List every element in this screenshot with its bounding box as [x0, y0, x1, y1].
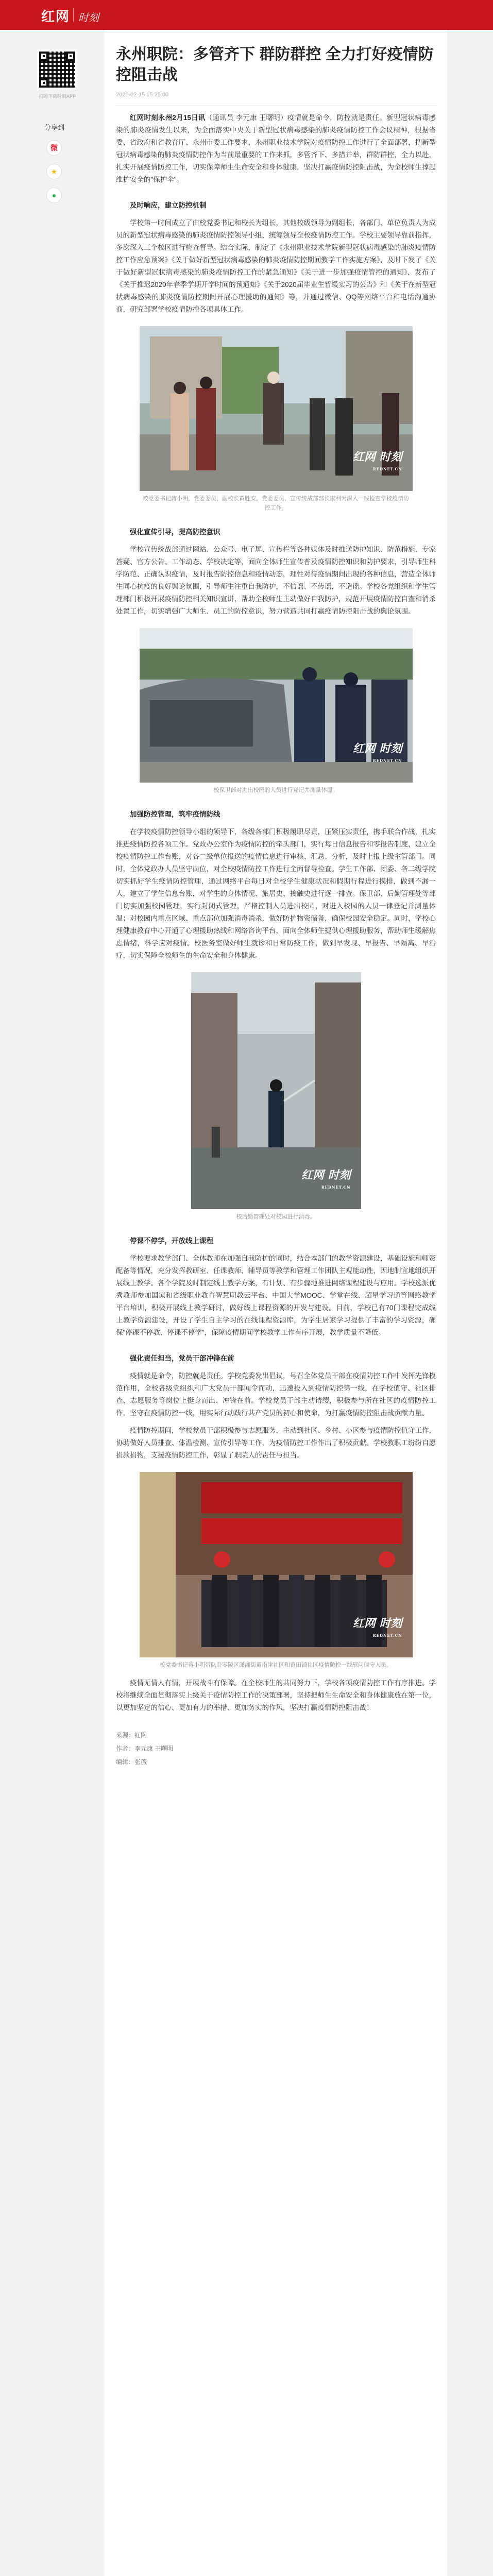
photo-inspection [140, 326, 413, 491]
watermark-logo: 红网 时刻 REDNET.CN [301, 1168, 351, 1190]
intro-text: （通讯员 李元康 王曙明）疫情就是命令，防控就是责任。新型冠状病毒感染的肺炎疫情发生以来，为全面落实中央关于新型冠状病毒感染的肺炎疫情防控工作会议精神，根据省委、省政府和省教育厅、永州市委工作要求，永州职业技术学院对疫情防控工作进行了全面部署，把新型冠状病毒感染的肺炎疫情防控作为当前最重要的工作来抓，多管齐下、多措并举，群防群控，全力以赴，扎实开展疫情防控工作，切实保障师生生命安全和身体健康，坚决打赢疫情防控阻击战，为全校师生撑起维护安全的"保护伞"。 [116, 114, 436, 183]
article [105, 30, 447, 2576]
paragraph: 学校第一时间成立了由校党委书记和校长为组长，其他校级领导为副组长，各部门、单位负责人为成员的新型冠状病毒感染的肺炎疫情防控领导小组，统筹领导全校疫情防控工作。学校主要领导靠前指挥，多次深入三个校区进行检查督导。结合实际，制定了《永州职业技术学院新型冠状病毒感染的肺炎疫情防控工作应急预案》《关于做好新型冠状病毒感染的肺炎疫情防控期间教学工作实施方案》，及时下发了《关于做好新型冠状病毒感染的肺炎疫情防控工作的紧急通知》《关于进一步加强疫情管控的通知》，发布了《关于推迟2020年春季学期开学时间的预通知》《关于2020届毕业生暂缓实习的公告》和《关于在新型冠状病毒感染的肺炎疫情防控期间开展心理援助的通知》等，并通过微信、QQ等网络平台和电话沟通协商，研究部署学校疫情防控各项具体工作。 [116, 219, 436, 313]
photo-caption: 校党委书记蒋小明，党委委员、副校长黄胜安，党委委员、宣传统战部部长康利为深入一线检查学校疫情防控工作。 [143, 496, 409, 511]
qr-caption: 扫码下载时刻APP [38, 94, 76, 99]
section-heading: 及时响应，建立防控机制 [130, 201, 207, 209]
intro-lead: 红网时刻永州2月15日讯 [130, 114, 206, 122]
article-editor: 编辑：张薇 [116, 1758, 147, 1766]
closing-paragraph: 疫情无情人有情，开展战斗有保障。在全校师生的共同努力下，学校各项疫情防控工作有序推进。学校将继续全面贯彻落实上级关于疫情防控工作的决策部署，坚持把师生生命安全和身体健康放在第一位，以更加坚定的信心、更加有力的举措、更加务实的作风，坚决打赢疫情防控阻击战！ [116, 1679, 436, 1711]
article-meta: 2020-02-15 15:25:00 [116, 92, 436, 106]
paragraph: 疫情就是命令，防控就是责任。学校党委发出倡议，号召全体党员干部在疫情防控工作中发挥先锋模范作用，全校各级党组织和广大党员干部闻令而动，迅速投入到疫情防控第一线，在学校值守、社区排查、志愿服务等岗位上挺身而出、冲锋在前。学校党员干部主动请缨，积极参与所在社区的疫情防控工作，坚守在疫情防控一线，用实际行动践行共产党员的初心和使命，为打赢疫情防控阻击战贡献力量。 [116, 1372, 436, 1417]
paragraph: 学校要求教学部门、全体教师在加强自我防护的同时，结合本部门的教学资源建设，基础设施和师资配备等情况，充分发挥教研室、任课教师、辅导员等教学和管理工作团队主观能动性，因地制宜地组织开展线上教学。各个学院及时制定线上教学方案，有计划、有步骤地推进网络课程建设与应用。学校选派优秀教师参加国家和省级职业教育智慧职教云平台、中国大学MOOC、学堂在线、超星学习通等网络教学平台培训，积极开展线上教学研讨，做好线上课程资源的开发与建设。目前，学校已有70门课程完成线上教学资源建设，开设了学生自主学习的在线课程资源库，为学生居家学习提供了丰富的学习资源，确保"停课不停教、停课不停学"，保障疫情期间学校教学工作有序开展，教学质量不降低。 [116, 1255, 436, 1336]
section-heading: 停课不停学，开放线上课程 [130, 1237, 213, 1245]
intro-paragraph [116, 112, 436, 186]
article-title: 永州职院：多管齐下 群防群控 全力打好疫情防控阻击战 [116, 46, 434, 83]
qr-code [37, 49, 77, 90]
section-heading: 强化宣传引导，提高防控意识 [130, 528, 220, 536]
article-footer [116, 1730, 436, 1768]
site-logo[interactable]: 红网 [41, 9, 71, 25]
photo-disinfection [191, 972, 361, 1209]
watermark-logo: 红网 时刻 REDNET.CN [352, 742, 402, 763]
paragraph: 疫情防控期间，学校党员干部积极参与志愿服务，主动到社区、乡村、小区参与疫情防控值守工作，协助做好人员排查、体温检测、宣传引导等工作，为疫情防控工作作出了积极贡献。学校教职工纷纷自愿捐款捐物，支援疫情防控工作，彰显了职院人的责任与担当。 [116, 1427, 436, 1459]
photo-caption: 校保卫部对进出校园的人员进行登记并测量体温。 [213, 787, 338, 793]
paragraph: 在学校疫情防控领导小组的领导下，各级各部门积极履职尽责，压紧压实责任，携手联合作战，扎实推进疫情防控各项工作。党政办公室作为疫情防控的牵头部门，实行每日信息报告和零报告制度，建立全校疫情防控工作台账，对各二级单位报送的疫情信息进行审核、汇总、分析，及时上报上级主管部门。同时，全体党政办人员坚守岗位，对全校疫情防控工作进行全面督导检查。学生工作部、团委、各二级学院切实抓好学生疫情防控管理，通过网络平台每日对全校学生健康状况和假期行程进行摸排，做到不漏一人，建立了学生信息台账，对学生的身体情况、旅居史、接触史进行逐一排查。保卫部、后勤管理处等部门切实加强校园管理，实行封闭式管理，严格控制人员进出校园，对进入校园的人员一律登记并测量体温；对校园内重点区域、重点部位加强消毒消杀，做好防护物资储备，确保校园安全稳定。同时，学校心理健康教育中心开通了心理援助热线和网络咨询平台，面向全体师生提供心理援助服务，帮助师生缓解焦虑情绪，科学应对疫情。校医务室做好师生就诊和日常防疫工作，做到早发现、早报告、早隔离、早治疗，切实保障全校师生的生命安全和身体健康。 [116, 828, 436, 959]
watermark-logo: 红网 时刻 REDNET.CN [352, 1617, 402, 1638]
qzone-icon[interactable]: ★ [46, 164, 62, 179]
weibo-icon[interactable]: 微 [46, 140, 62, 156]
photo-caption: 校党委书记蒋小明带队赴零陵区潇湘街道南津社区和黄田铺社区疫情防控一线慰问值守人员。 [160, 1662, 392, 1668]
photo-caption: 校后勤管理处对校园进行消毒。 [236, 1214, 316, 1220]
site-logo-sub[interactable]: 时刻 [78, 11, 99, 24]
section-heading: 加强防控管理，筑牢疫情防线 [130, 810, 220, 818]
share-sidebar [35, 49, 79, 203]
watermark-logo: 红网 时刻 REDNET.CN [352, 450, 402, 471]
article-author: 作者：李元康 王曙明 [116, 1745, 174, 1752]
site-header [0, 0, 493, 30]
section-heading: 强化责任担当，党员干部冲锋在前 [130, 1354, 234, 1362]
photo-community [140, 1472, 413, 1657]
share-label: 分享到 [44, 124, 65, 131]
article-content [116, 112, 436, 1768]
wechat-icon[interactable]: ● [46, 188, 62, 203]
paragraph: 学校宣传统战部通过网站、公众号、电子屏、宣传栏等各种媒体及时推送防护知识、防范措施、专家答疑、官方公告、工作动态、学校决定等，面向全体师生宣传普及疫情防控知识和防护要求，引导师生科学防范、正确认识疫情，及时报告防控信息和疫情动态，理性对待疫情期间出现的各种信息，营造全体师生同心抗疫的良好舆论氛围，引导师生注重自我防护，不信谣、不传谣，不造谣。学校各党组织和学生管理部门积极开展疫情防控相关知识宣讲，帮助全校师生主动做好自我防护，规范开展疫情防控自查和消杀处置工作，切实增强广大师生、员工的防控意识，努力营造共同打赢疫情防控阻击战的舆论氛围。 [116, 546, 436, 615]
article-source: 来源：红网 [116, 1732, 147, 1739]
photo-checkpoint [140, 628, 413, 783]
logo-divider [73, 8, 74, 22]
